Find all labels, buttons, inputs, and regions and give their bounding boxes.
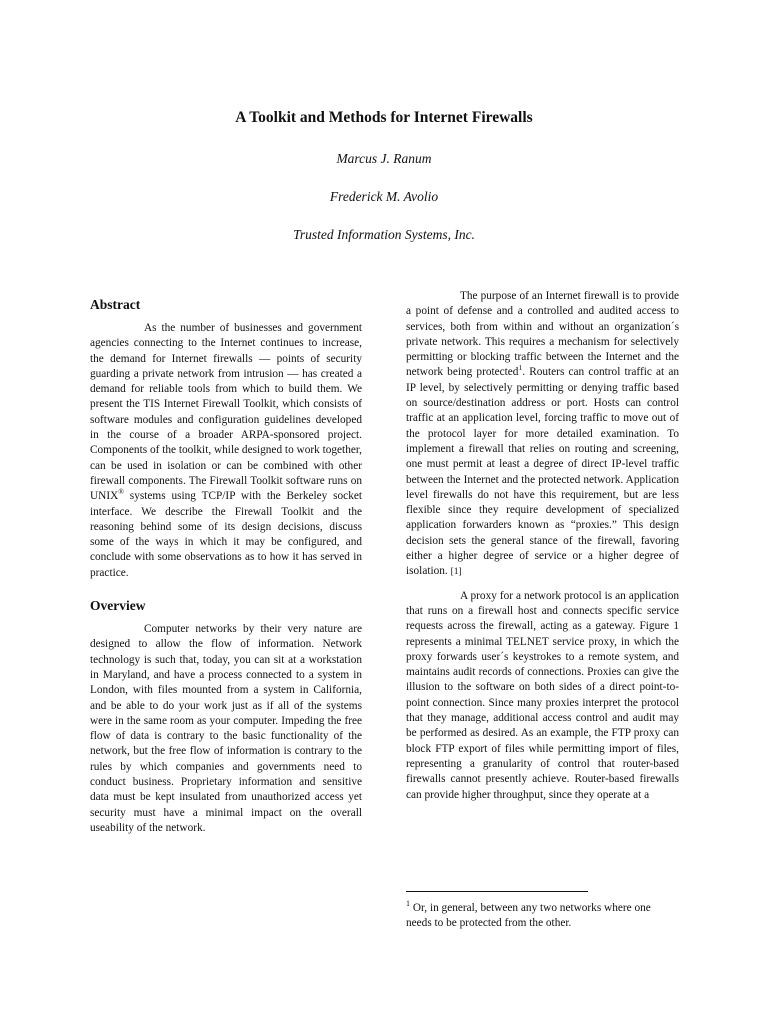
overview-paragraph: Computer networks by their very nature are designed to allow the flow of information. Network technology is such that, today, you can sit at a workstation in Maryland, and have a process connected to a system in London, with files mounted from a system in California, and be able to do your work just as if all of the systems were in the same room as your computer. Impeding the free flow of data is contrary to the basic functionality of the network, but the free flow of information is contrary to the rules by which companies and governments need to conduct business. Proprietary information and sensitive data must be kept insulated from unauthorized access yet security must have a minimal impact on the overall useability of the network.	[90, 623, 362, 834]
right-column	[406, 289, 679, 803]
footnote-number: 1	[406, 899, 410, 909]
abstract-paragraph	[90, 321, 362, 581]
registered-mark: ®	[118, 487, 124, 497]
footnote	[406, 901, 679, 931]
abstract-text-2: systems using TCP/IP with the Berkeley socket interface. We describe the Firewall Toolkit and the reasoning behind some of its design decisions, discuss some of the ways in which it may be configured, and conclude with some observations as to how it has served in practice.	[90, 490, 362, 579]
purpose-text-2: . Routers can control traffic at an IP level, by selectively permitting or denying traffic based on source/destination address or port. Hosts can control traffic at an application level, forcing traffic to move out of the protocol layer for more detailed examination. To implement a firewall that relies on routing and screening, one must permit at least a degree of direct IP-level traffic between the Internet and the protected network. Application level firewalls do not have this requirement, but are less flexible since they require development of specialized application forwarders known as “proxies.” This design decision sets the general stance of the firewall, favoring either a higher degree of service or a higher degree of isolation.	[406, 366, 680, 578]
abstract-heading: Abstract	[90, 297, 141, 312]
paper-title: A Toolkit and Methods for Internet Firewalls	[235, 109, 533, 126]
firewall-purpose-paragraph	[406, 289, 679, 581]
abstract-text-1: As the number of businesses and government agencies connecting to the Internet continues to increase, the demand for Internet firewalls — points of security guarding a private network from intrusion — has created a demand for reliable tools from which to build them. We present the TIS Internet Firewall Toolkit, which consists of software modules and configuration guidelines developed in the course of a broader ARPA-sponsored project. Components of the toolkit, while designed to work together, can be used in isolation or can be combined with other firewall components. The Firewall Toolkit software runs on UNIX	[90, 322, 362, 503]
footnote-mark: 1	[518, 363, 523, 373]
left-column	[90, 296, 362, 836]
overview-heading: Overview	[90, 598, 146, 614]
author-2: Frederick M. Avolio	[329, 189, 439, 204]
proxy-paragraph: A proxy for a network protocol is an application that runs on a firewall host and connects specific service requests across the firewall, acting as a gateway. Figure 1 represents a minimal TELNET service proxy, in which the proxy forwards user´s keystrokes to a remote system, and maintains audit records of connections. Proxies can give the illusion to the software on both sides of a direct point-to-point connection. Since many proxies interpret the protocol that they manage, additional access control and audit may be performed as desired. As an example, the FTP proxy can block FTP export of files while permitting import of files, representing a granularity of control that router-based firewalls cannot presently achieve. Router-based firewalls can provide higher throughput, since they operate at a	[406, 589, 679, 801]
affiliation: Trusted Information Systems, Inc.	[293, 227, 475, 242]
footnote-text: Or, in general, between any two networks where one needs to be protected from the other.	[406, 902, 651, 929]
title-block	[0, 108, 768, 244]
purpose-text-1: The purpose of an Internet firewall is to provide a point of defense and a controlled and audited access to services, both from within and without an organization´s private network. This requires a mechanism for selectively permitting or blocking traffic between the Internet and the network being protected	[406, 290, 679, 379]
footnote-rule	[406, 891, 588, 892]
citation-ref: [1]	[450, 567, 462, 578]
author-1: Marcus J. Ranum	[336, 151, 432, 166]
